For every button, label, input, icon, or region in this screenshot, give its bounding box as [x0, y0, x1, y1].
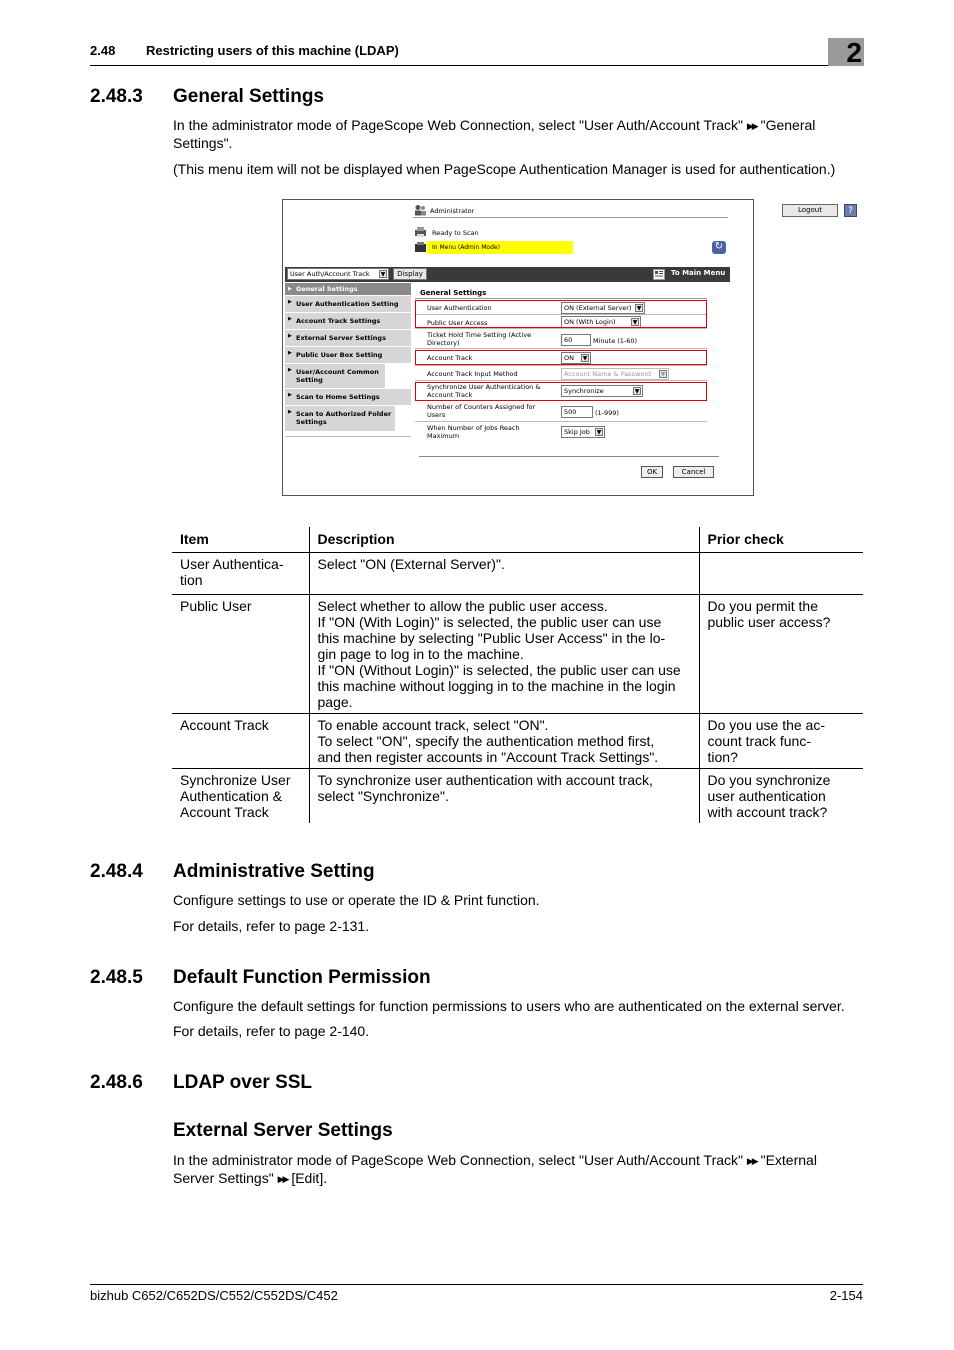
menu-item-public-user-box-setting[interactable]: ▶ Public User Box Setting	[285, 347, 411, 364]
chevron-down-icon: ▼	[636, 305, 642, 312]
cell-description-line: this machine by selecting "Public User Access" in the lo-	[317, 629, 666, 646]
admin-label: Administrator	[430, 207, 475, 215]
row-synchronize: Synchronize User Authentication & Account Track Synchronize ▼	[415, 381, 707, 401]
section-title: General Settings	[173, 86, 324, 107]
highlight-box-account-track	[415, 350, 707, 365]
public-user-access-select[interactable]: ON (With Login) ▼	[561, 316, 641, 328]
cell-item	[172, 713, 309, 768]
administrator-icon	[414, 204, 427, 216]
highlight-box-auth	[415, 300, 707, 328]
table-row	[172, 713, 863, 768]
web-connection-screenshot	[282, 199, 853, 496]
cell-description-line: To select "ON", specify the authentication method first,	[317, 732, 655, 749]
cell-description-line: If "ON (With Login)" is selected, the public user can use	[317, 613, 662, 630]
panel-bottom-divider	[419, 456, 719, 457]
menu-divider	[285, 436, 411, 437]
double-arrow-icon: ▶▶	[746, 1156, 757, 1166]
table-row	[172, 552, 863, 594]
help-icon[interactable]: ?	[844, 204, 857, 217]
cell-item	[172, 768, 309, 823]
ticket-hold-time-input[interactable]: 60	[561, 334, 591, 346]
status-admin-mode: In Menu (Admin Mode)	[432, 244, 500, 251]
menu-item-external-server-settings[interactable]: ▶ External Server Settings	[285, 330, 411, 347]
table-row	[172, 768, 863, 823]
section-number: 2.48.3	[90, 86, 143, 107]
chapter-number-tab: 2	[828, 38, 864, 66]
footer-page-number: 2-154	[829, 1288, 863, 1303]
cell-prior-check-line: Do you use the ac-	[707, 716, 826, 733]
cell-description-line: and then register accounts in "Account Track Settings".	[317, 748, 659, 765]
cell-prior-check-line: public user access?	[707, 613, 831, 630]
jobs-maximum-select[interactable]: Skip Job ▼	[561, 426, 605, 438]
settings-table	[172, 527, 863, 823]
table-row	[172, 594, 863, 713]
double-arrow-icon: ▶▶	[746, 121, 757, 131]
subheading-external-server-settings: External Server Settings	[173, 1120, 393, 1141]
to-main-menu-link[interactable]: To Main Menu	[671, 269, 726, 277]
user-authentication-select[interactable]: ON (External Server) ▼	[561, 302, 645, 314]
cell-description-line: Select whether to allow the public user access.	[317, 597, 608, 614]
cell-description-line: If "ON (Without Login)" is selected, the public user can use	[317, 661, 681, 678]
admin-bar	[413, 201, 853, 218]
page-footer	[90, 1284, 863, 1303]
cell-item-line: Account Track	[180, 716, 269, 733]
chevron-down-icon: ▼	[582, 355, 588, 362]
ok-button[interactable]: OK	[641, 466, 663, 478]
side-menu	[285, 283, 411, 437]
column-header-item: Item	[172, 527, 309, 552]
table-body	[172, 552, 863, 823]
running-header	[90, 42, 863, 66]
menu-item-scan-to-home-settings[interactable]: ▶ Scan to Home Settings	[285, 389, 411, 406]
section-number: 2.48.6	[90, 1072, 143, 1093]
cancel-button[interactable]: Cancel	[673, 466, 714, 478]
cell-prior-check-line: tion?	[707, 748, 738, 765]
chevron-down-icon: ▼	[596, 429, 602, 436]
chevron-down-icon: ▼	[634, 388, 640, 395]
paragraph-auth-manager-note: (This menu item will not be displayed when PageScope Authentication Manager is used for authentication.)	[173, 161, 836, 177]
menu-item-account-track-settings[interactable]: ▶ Account Track Settings	[285, 313, 411, 330]
synchronize-select[interactable]: Synchronize ▼	[561, 385, 643, 397]
input-method-select[interactable]: Account Name & Password ▼	[561, 368, 669, 380]
cell-item-line: User Authentica-	[180, 555, 284, 572]
cell-prior-check-line: Do you synchronize	[707, 771, 831, 788]
category-select[interactable]: User Auth/Account Track ▼	[287, 268, 389, 280]
row-public-user-access: Public User Access ON (With Login) ▼	[415, 315, 707, 329]
cell-description-line: gin page to log in to the machine.	[317, 645, 524, 662]
paragraph-function-permission: Configure the default settings for function permissions to users who are authenticated on the external server.	[173, 998, 845, 1014]
chevron-down-icon: ▼	[660, 371, 666, 378]
cell-prior-check-line: Do you permit the	[707, 597, 818, 614]
counters-input[interactable]: 500	[561, 406, 593, 418]
printer-icon	[414, 226, 427, 238]
cell-item-line: Public User	[180, 597, 252, 614]
cell-item-line: Authentication &	[180, 787, 282, 804]
cell-description	[309, 768, 699, 823]
cell-item	[172, 552, 309, 594]
cell-item-line: Account Track	[180, 803, 269, 820]
paragraph-id-print: Configure settings to use or operate the ID & Print function.	[173, 892, 540, 908]
cell-description-line: select "Synchronize".	[317, 787, 449, 804]
section-number: 2.48.5	[90, 967, 143, 988]
highlight-box-synchronize	[415, 382, 707, 401]
row-account-track-input-method: Account Track Input Method Account Name & Password ▼	[415, 366, 707, 381]
main-menu-icon	[653, 269, 665, 280]
display-button[interactable]: Display	[393, 268, 427, 280]
menu-item-user-account-common-setting[interactable]: ▶ User/Account Common Setting	[285, 364, 385, 389]
footer-model: bizhub C652/C652DS/C552/C552DS/C452	[90, 1288, 338, 1303]
cell-prior-check	[699, 713, 863, 768]
section-title: Default Function Permission	[173, 967, 431, 988]
section-title: Administrative Setting	[173, 861, 375, 882]
paragraph-external-server-path: In the administrator mode of PageScope Web Connection, select "User Auth/Account Track" ▶▶ "External Server Settings" ▶▶ [Edit].	[173, 1152, 817, 1186]
row-user-authentication: User Authentication ON (External Server) ▼	[415, 300, 707, 315]
section-number: 2.48.4	[90, 861, 143, 882]
cell-description-line: To enable account track, select "ON".	[317, 716, 549, 733]
cell-description-line: Select "ON (External Server)".	[317, 555, 505, 572]
chevron-down-icon: ▼	[632, 319, 638, 326]
cell-description	[309, 594, 699, 713]
cell-prior-check	[699, 552, 863, 594]
cell-prior-check-line: with account track?	[707, 803, 828, 820]
cell-description-line: To synchronize user authentication with account track,	[317, 771, 653, 788]
chevron-down-icon: ▼	[380, 271, 386, 278]
double-arrow-icon: ▶▶	[277, 1174, 288, 1184]
header-section-title: Restricting users of this machine (LDAP)	[146, 43, 399, 58]
row-jobs-reach-maximum: When Number of Jobs Reach Maximum Skip Job ▼	[415, 422, 707, 443]
machine-icon	[414, 241, 427, 253]
menu-item-user-authentication-setting[interactable]: ▶ User Authentication Setting	[285, 296, 411, 313]
cell-item-line: Synchronize User	[180, 771, 291, 788]
cell-description-line: page.	[317, 693, 353, 710]
cell-description-line: this machine without logging in to the machine in the login	[317, 677, 676, 694]
table-header-row	[172, 527, 863, 552]
cell-prior-check-line: user authentication	[707, 787, 826, 804]
row-ticket-hold-time: Ticket Hold Time Setting (Active Directory) 60 Minute (1-60)	[415, 329, 707, 349]
cell-item-line: tion	[180, 571, 203, 588]
header-section-number: 2.48	[90, 43, 116, 58]
paragraph-general-settings-path: In the administrator mode of PageScope Web Connection, select "User Auth/Account Track" ▶▶ "General Settings".	[173, 117, 816, 151]
cell-description	[309, 552, 699, 594]
cell-prior-check	[699, 594, 863, 713]
paragraph-refer-2-140: For details, refer to page 2-140.	[173, 1023, 370, 1039]
column-header-description: Description	[309, 527, 699, 552]
account-track-select[interactable]: ON ▼	[561, 352, 591, 364]
menu-item-scan-to-authorized-folder-settings[interactable]: ▶ Scan to Authorized Folder Settings	[285, 406, 395, 432]
panel-divider	[415, 298, 707, 299]
section-title: LDAP over SSL	[173, 1072, 313, 1093]
logout-button[interactable]: Logout	[782, 204, 838, 217]
row-counters-assigned: Number of Counters Assigned for Users 500 (1-999)	[415, 401, 707, 422]
panel-title: General Settings	[420, 289, 487, 297]
column-header-prior-check: Prior check	[699, 527, 863, 552]
row-account-track: Account Track ON ▼	[415, 349, 707, 366]
menu-item-general-settings[interactable]: ▶ General Settings	[285, 283, 411, 296]
refresh-icon[interactable]: ↻	[712, 241, 726, 254]
paragraph-refer-2-131: For details, refer to page 2-131.	[173, 918, 370, 934]
cell-prior-check-line: count track func-	[707, 732, 811, 749]
cell-prior-check	[699, 768, 863, 823]
cell-item	[172, 594, 309, 713]
status-ready: Ready to Scan	[432, 229, 479, 237]
cell-description	[309, 713, 699, 768]
